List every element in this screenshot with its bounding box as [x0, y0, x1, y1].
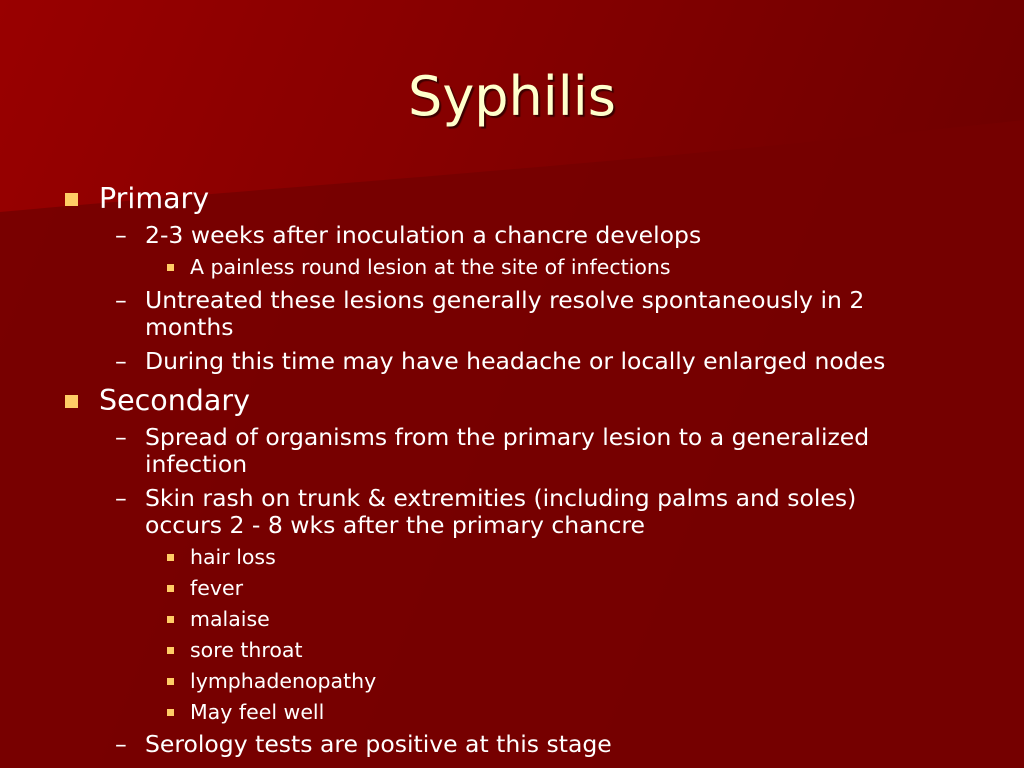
- sub-list-item: malaise: [190, 607, 270, 631]
- dash-bullet: –: [115, 221, 127, 249]
- slide-title: Syphilis: [408, 65, 616, 128]
- sub-list-item: lymphadenopathy: [190, 669, 377, 693]
- section-secondary: Secondary: [99, 384, 250, 417]
- bullet-square: [167, 647, 174, 654]
- dash-bullet: –: [115, 484, 127, 512]
- list-item-continuation: months: [145, 313, 234, 341]
- sub-list-item: May feel well: [190, 700, 325, 724]
- bullet-square: [65, 395, 78, 408]
- bullet-square: [65, 193, 78, 206]
- dash-bullet: –: [115, 423, 127, 451]
- sub-list-item: hair loss: [190, 545, 276, 569]
- list-item-continuation: occurs 2 - 8 wks after the primary chancre: [145, 511, 645, 539]
- bullet-square: [167, 709, 174, 716]
- dash-bullet: –: [115, 347, 127, 375]
- bullet-square: [167, 678, 174, 685]
- bullet-square: [167, 616, 174, 623]
- bullet-square: [167, 554, 174, 561]
- list-item: Spread of organisms from the primary lesion to a generalized: [145, 423, 870, 451]
- list-item: Serology tests are positive at this stage: [145, 730, 612, 758]
- dash-bullet: –: [115, 286, 127, 314]
- list-item: Skin rash on trunk & extremities (including palms and soles): [145, 484, 857, 512]
- dash-bullet: –: [115, 730, 127, 758]
- list-item: During this time may have headache or locally enlarged nodes: [145, 347, 886, 375]
- bullet-square: [167, 264, 174, 271]
- bullet-square: [167, 585, 174, 592]
- sub-list-item: sore throat: [190, 638, 303, 662]
- sub-list-item: A painless round lesion at the site of infections: [190, 255, 671, 279]
- list-item-continuation: infection: [145, 450, 248, 478]
- sub-list-item: fever: [190, 576, 244, 600]
- list-item: 2-3 weeks after inoculation a chancre develops: [145, 221, 702, 249]
- section-primary: Primary: [99, 182, 210, 215]
- list-item: Untreated these lesions generally resolve spontaneously in 2: [145, 286, 865, 314]
